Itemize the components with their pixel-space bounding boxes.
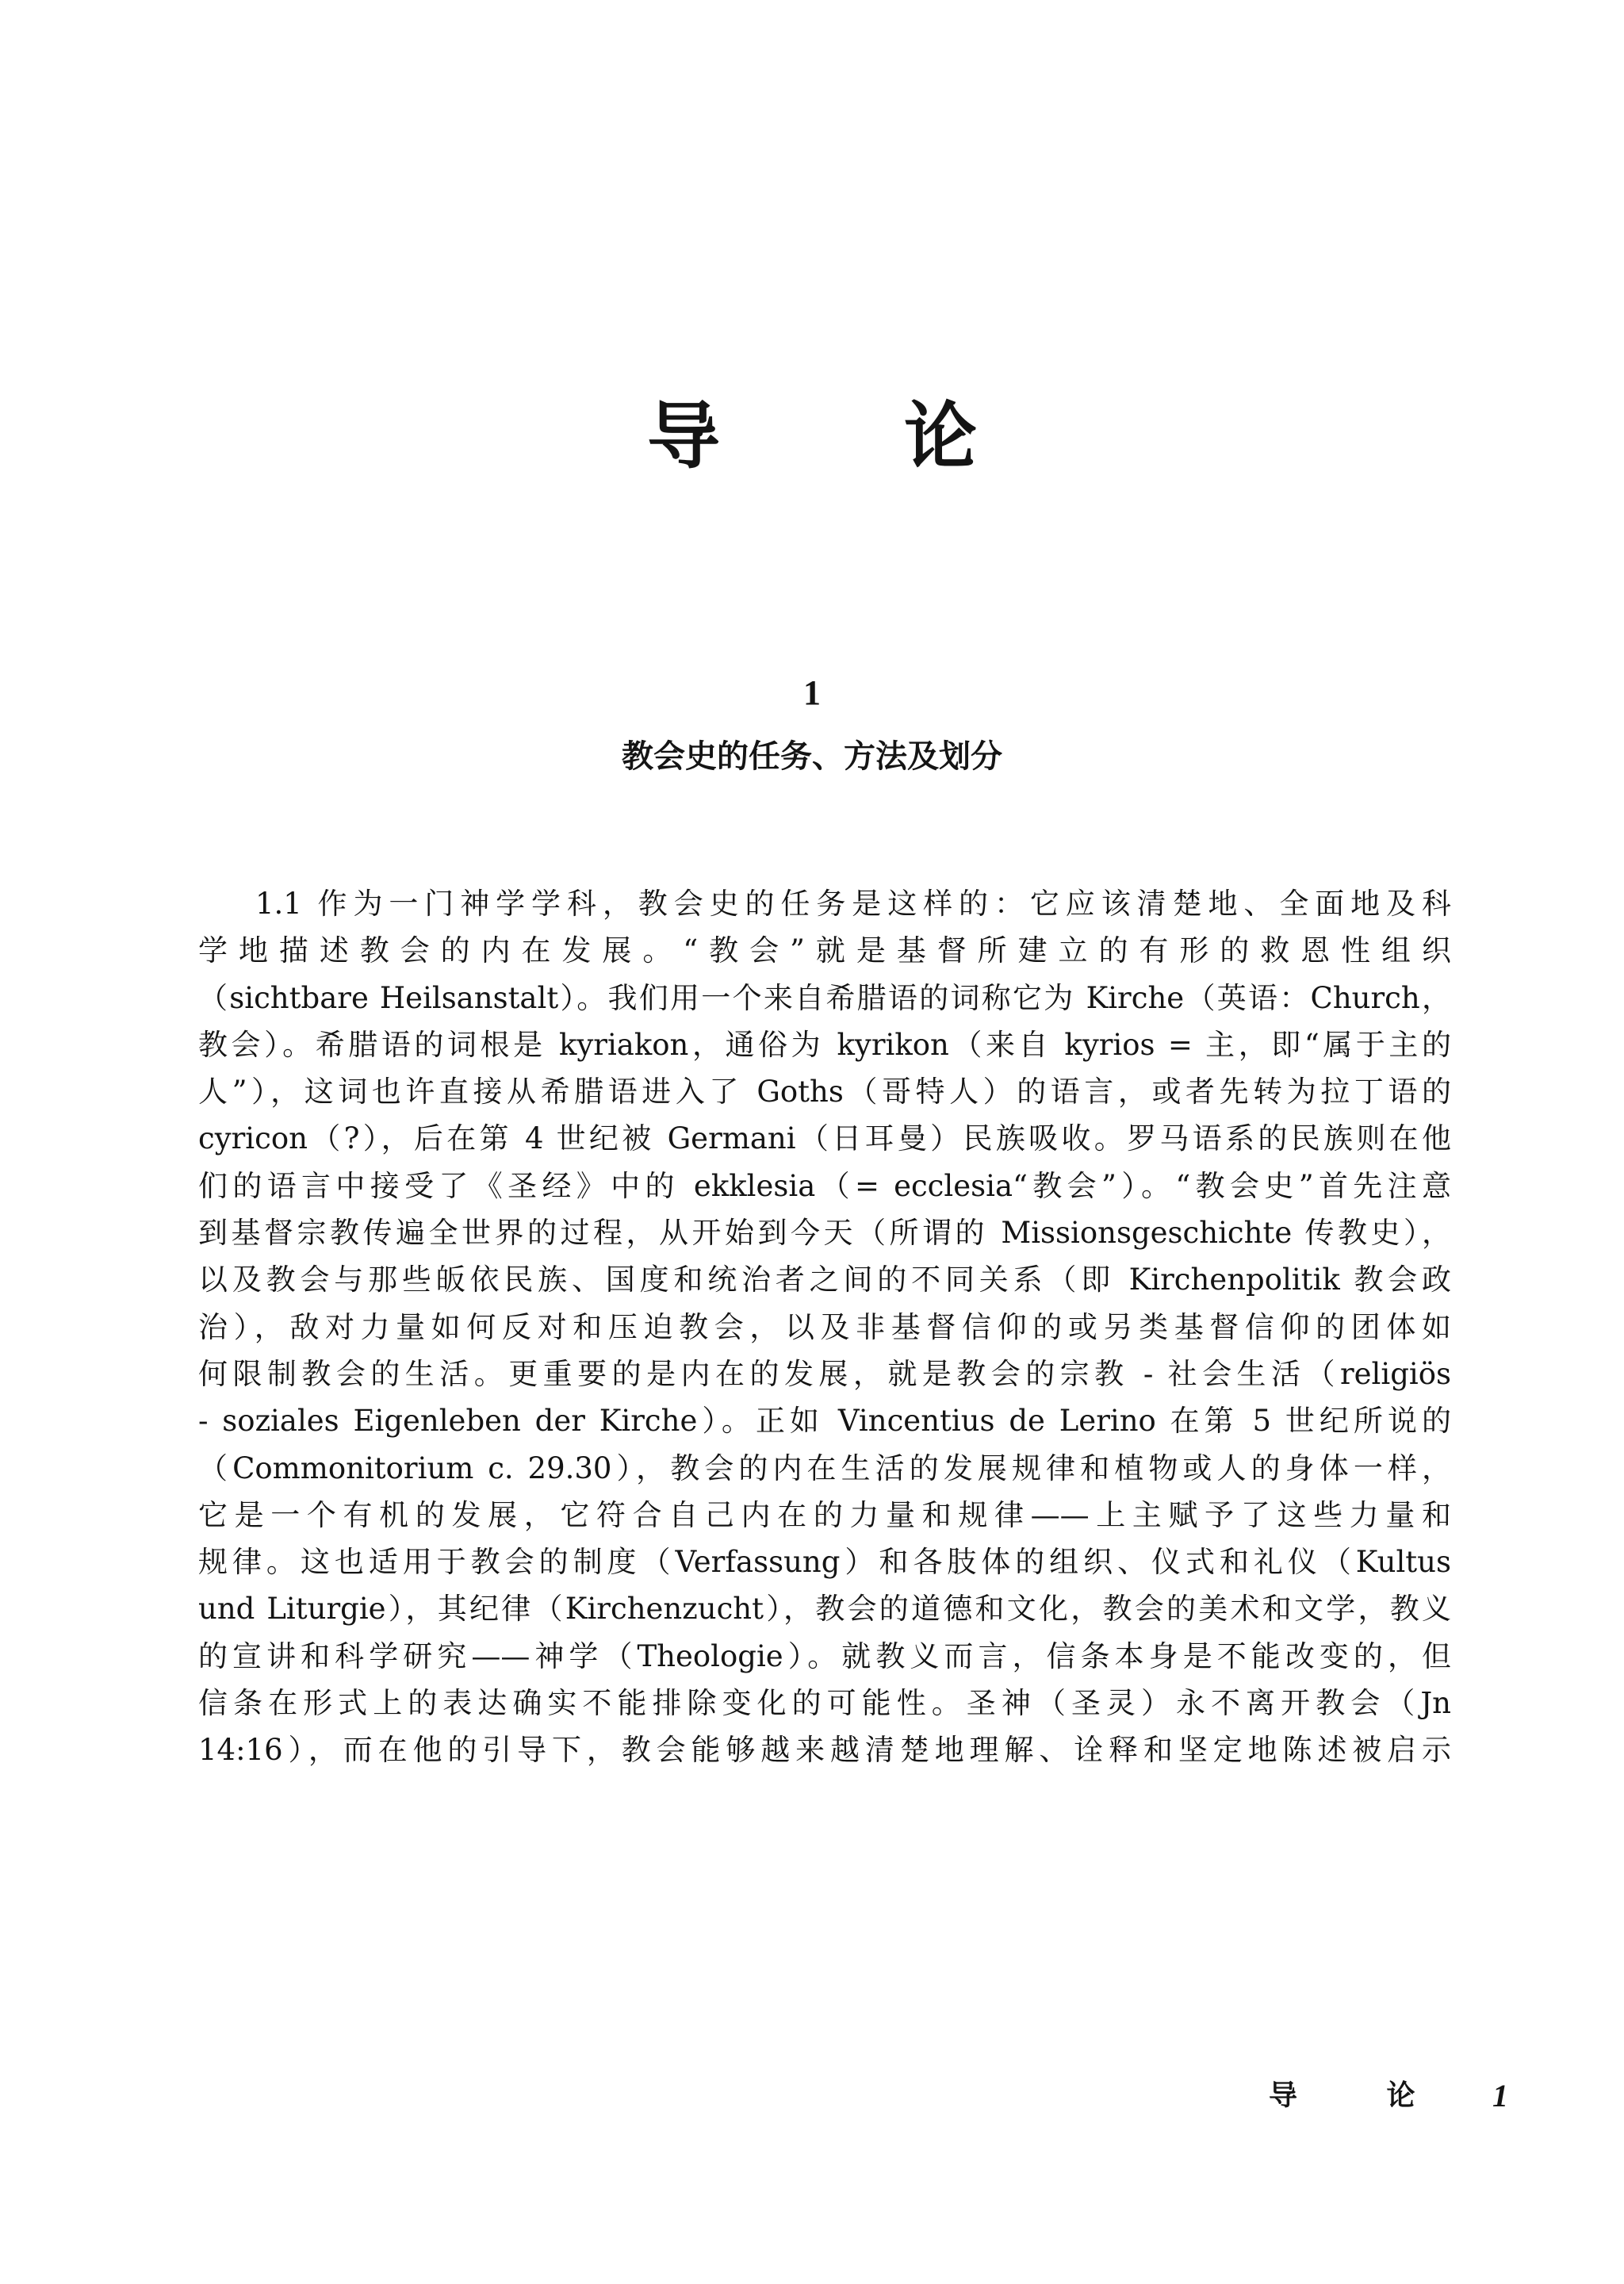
paragraph-line: 人”），这词也许直接从希腊语进入了 Goths（哥特人）的语言，或者先转为拉丁语的	[198, 1075, 1451, 1109]
paragraph-line: 以及教会与那些皈依民族、国度和统治者之间的不同关系（即 Kirchenpolitik 教会政	[198, 1263, 1451, 1297]
body-paragraph	[198, 880, 1451, 1774]
paragraph-line: 们的语言中接受了《圣经》中的 ekklesia（= ecclesia“教会”）。“教会史”首先注意	[198, 1168, 1451, 1203]
paragraph-line: 的宣讲和科学研究——神学（Theologie）。就教义而言，信条本身是不能改变的，但	[198, 1638, 1451, 1673]
chapter-title: 导 论	[646, 394, 1057, 479]
section-number: 1	[803, 673, 821, 712]
page-number: 1	[1492, 2078, 1508, 2113]
paragraph-line: 到基督宗教传遍全世界的过程，从开始到今天（所谓的 Missionsgeschichte 传教史），	[198, 1216, 1451, 1251]
running-head: 导 论	[1269, 2079, 1455, 2112]
paragraph-line: （Commonitorium c. 29.30），教会的内在生活的发展规律和植物或人的身体一样，	[198, 1450, 1451, 1485]
paragraph-line: 何限制教会的生活。更重要的是内在的发展，就是教会的宗教 - 社会生活（religiös	[198, 1356, 1451, 1391]
paragraph-line: （sichtbare Heilsanstalt）。我们用一个来自希腊语的词称它为 Kirche（英语：Church，	[198, 980, 1451, 1015]
paragraph-line: 教会）。希腊语的词根是 kyriakon，通俗为 kyrikon（来自 kyrios = 主，即“属于主的	[198, 1027, 1451, 1062]
paragraph-line: 14:16），而在他的引导下，教会能够越来越清楚地理解、诠释和坚定地陈述被启示	[198, 1733, 1451, 1768]
section-title: 教会史的任务、方法及划分	[622, 738, 1002, 775]
paragraph-line: 它是一个有机的发展，它符合自己内在的力量和规律——上主赋予了这些力量和	[198, 1497, 1451, 1532]
paragraph-line: und Liturgie），其纪律（Kirchenzucht），教会的道德和文化，教会的美术和文学，教义	[198, 1592, 1451, 1627]
paragraph-line: 学地描述教会的内在发展。“教会”就是基督所建立的有形的救恩性组织	[198, 933, 1451, 968]
paragraph-line: 信条在形式上的表达确实不能排除变化的可能性。圣神（圣灵）永不离开教会（Jn	[198, 1686, 1451, 1721]
paragraph-line: cyricon（?），后在第 4 世纪被 Germani（日耳曼）民族吸收。罗马语系的民族则在他	[198, 1121, 1451, 1156]
page-footer	[1269, 2076, 1522, 2116]
paragraph-line: 治），敌对力量如何反对和压迫教会，以及非基督信仰的或另类基督信仰的团体如	[198, 1309, 1451, 1344]
paragraph-line: 1.1 作为一门神学学科，教会史的任务是这样的：它应该清楚地、全面地及科	[255, 887, 1451, 921]
paragraph-line: - soziales Eigenleben der Kirche）。正如 Vincentius de Lerino 在第 5 世纪所说的	[198, 1404, 1451, 1439]
paragraph-line: 规律。这也适用于教会的制度（Verfassung）和各肢体的组织、仪式和礼仪（Kultus	[198, 1545, 1451, 1580]
